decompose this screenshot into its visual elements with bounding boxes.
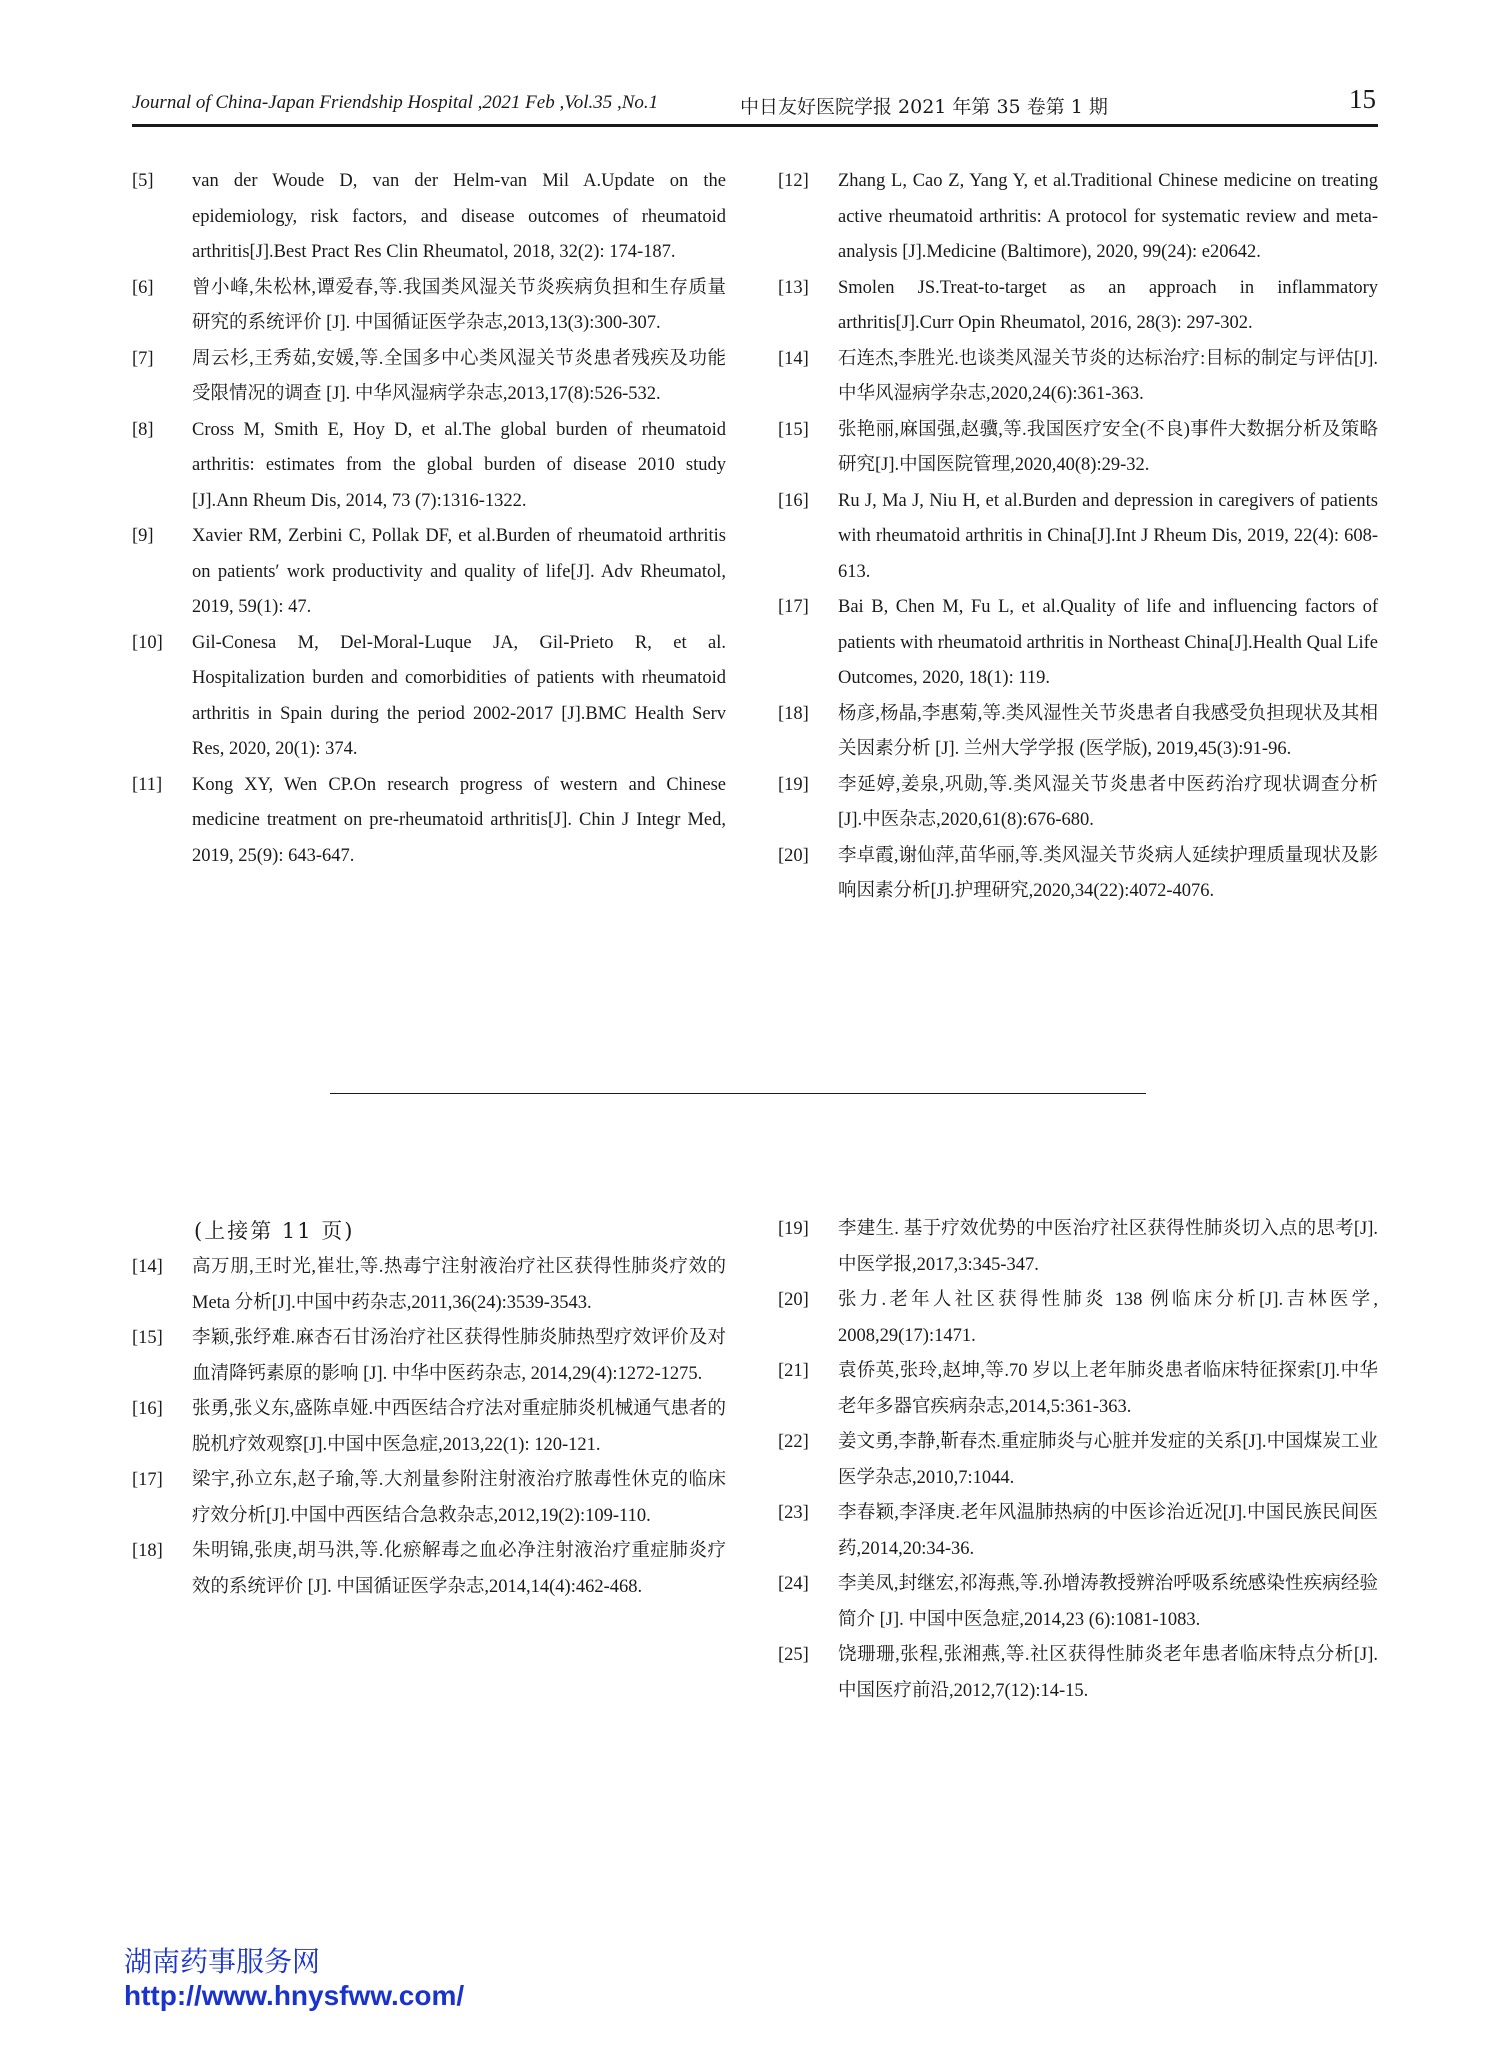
reference-entry bbox=[778, 590, 1378, 697]
reference-entry bbox=[778, 271, 1378, 342]
reference-entry bbox=[778, 1212, 1378, 1283]
reference-entry bbox=[132, 626, 726, 768]
reference-number: [23] bbox=[778, 1503, 809, 1523]
reference-number: [19] bbox=[778, 774, 809, 795]
reference-text: Xavier RM, Zerbini C, Pollak DF, et al.Burden of rheumatoid arthritis on patients′ work productivity and quality of life[J]. Adv Rheumatol, 2019, 59(1): 47. bbox=[192, 526, 726, 617]
reference-number: [18] bbox=[132, 1541, 163, 1561]
reference-number: [6] bbox=[132, 277, 154, 298]
reference-entry bbox=[132, 1534, 726, 1605]
reference-number: [11] bbox=[132, 774, 163, 795]
reference-text: 李美凤,封继宏,祁海燕,等.孙增涛教授辨治呼吸系统感染性疾病经验简介 [J]. 中国中医急症,2014,23 (6):1081-1083. bbox=[838, 1574, 1378, 1630]
journal-title-cn: 中日友好医院学报 2021 年第 35 卷第 1 期 bbox=[740, 96, 1108, 118]
reference-number: [21] bbox=[778, 1361, 809, 1381]
reference-text: 张艳丽,麻国强,赵骥,等.我国医疗安全(不良)事件大数据分析及策略研究[J].中国医院管理,2020,40(8):29-32. bbox=[838, 419, 1378, 475]
references-top-right bbox=[778, 164, 1378, 910]
reference-entry bbox=[132, 768, 726, 875]
references-bottom-right bbox=[778, 1212, 1378, 1709]
reference-text: 朱明锦,张庚,胡马洪,等.化瘀解毒之血必净注射液治疗重症肺炎疗效的系统评价 [J]. 中国循证医学杂志,2014,14(4):462-468. bbox=[192, 1541, 726, 1597]
reference-text: Smolen JS.Treat-to-target as an approach in inflammatory arthritis[J].Curr Opin Rheumatol, 2016, 28(3): 297-302. bbox=[838, 277, 1378, 333]
reference-text: 袁侨英,张玲,赵坤,等.70 岁以上老年肺炎患者临床特征探索[J].中华老年多器官疾病杂志,2014,5:361-363. bbox=[838, 1361, 1378, 1417]
reference-text: 李颖,张纾难.麻杏石甘汤治疗社区获得性肺炎肺热型疗效评价及对血清降钙素原的影响 [J]. 中华中医药杂志, 2014,29(4):1272-1275. bbox=[192, 1328, 726, 1384]
references-bottom-left bbox=[132, 1212, 726, 1605]
reference-text: Cross M, Smith E, Hoy D, et al.The global burden of rheumatoid arthritis: estimates from the global burden of disease 2010 study [J].Ann Rheum Dis, 2014, 73 (7):1316-1322. bbox=[192, 419, 726, 511]
reference-entry bbox=[778, 768, 1378, 839]
watermark-site-name: 湖南药事服务网 bbox=[124, 1945, 321, 1978]
reference-number: [16] bbox=[778, 490, 809, 511]
reference-number: [20] bbox=[778, 845, 809, 866]
reference-entry bbox=[778, 164, 1378, 271]
reference-entry bbox=[132, 1463, 726, 1534]
page-number: 15 bbox=[1349, 84, 1376, 114]
reference-text: 李卓霞,谢仙萍,苗华丽,等.类风湿关节炎病人延续护理质量现状及影响因素分析[J].护理研究,2020,34(22):4072-4076. bbox=[838, 845, 1378, 901]
reference-text: 高万朋,王时光,崔壮,等.热毒宁注射液治疗社区获得性肺炎疗效的 Meta 分析[J].中国中药杂志,2011,36(24):3539-3543. bbox=[192, 1257, 726, 1313]
reference-entry bbox=[778, 697, 1378, 768]
reference-number: [20] bbox=[778, 1290, 809, 1310]
reference-number: [14] bbox=[778, 348, 809, 369]
reference-number: [24] bbox=[778, 1574, 809, 1594]
continued-from-label: (上接第 11 页) bbox=[194, 1219, 355, 1243]
reference-entry bbox=[132, 1321, 726, 1392]
reference-text: Kong XY, Wen CP.On research progress of western and Chinese medicine treatment on pre-rheumatoid arthritis[J]. Chin J Integr Med, 2019, 25(9): 643-647. bbox=[192, 774, 726, 866]
reference-number: [16] bbox=[132, 1399, 163, 1419]
reference-text: 李春颖,李泽庚.老年风温肺热病的中医诊治近况[J].中国民族民间医药,2014,20:34-36. bbox=[838, 1503, 1378, 1559]
reference-entry bbox=[132, 413, 726, 520]
reference-text: Bai B, Chen M, Fu L, et al.Quality of life and influencing factors of patients with rheumatoid arthritis in Northeast China[J].Health Qual Life Outcomes, 2020, 18(1): 119. bbox=[838, 597, 1378, 688]
reference-entry bbox=[778, 484, 1378, 591]
reference-number: [5] bbox=[132, 171, 154, 191]
reference-entry bbox=[132, 164, 726, 271]
reference-text: 张勇,张义东,盛陈卓娅.中西医结合疗法对重症肺炎机械通气患者的脱机疗效观察[J].中国中医急症,2013,22(1): 120-121. bbox=[192, 1399, 726, 1455]
reference-entry bbox=[778, 839, 1378, 910]
reference-entry bbox=[132, 1392, 726, 1463]
reference-entry bbox=[778, 1425, 1378, 1496]
reference-number: [12] bbox=[778, 171, 809, 191]
reference-text: 张力.老年人社区获得性肺炎 138 例临床分析[J].吉林医学, 2008,29(17):1471. bbox=[838, 1290, 1378, 1346]
reference-number: [8] bbox=[132, 419, 154, 440]
reference-entry bbox=[132, 1250, 726, 1321]
reference-number: [9] bbox=[132, 526, 154, 546]
section-divider bbox=[330, 1093, 1146, 1094]
reference-text: 周云杉,王秀茹,安媛,等.全国多中心类风湿关节炎患者残疾及功能受限情况的调查 [J]. 中华风湿病学杂志,2013,17(8):526-532. bbox=[192, 348, 726, 404]
reference-text: 梁宇,孙立东,赵子瑜,等.大剂量参附注射液治疗脓毒性休克的临床疗效分析[J].中国中西医结合急救杂志,2012,19(2):109-110. bbox=[192, 1470, 726, 1526]
references-top-left bbox=[132, 164, 726, 874]
reference-text: 石连杰,李胜光.也谈类风湿关节炎的达标治疗:目标的制定与评估[J].中华风湿病学杂志,2020,24(6):361-363. bbox=[838, 348, 1378, 404]
reference-entry bbox=[778, 1496, 1378, 1567]
reference-entry bbox=[778, 1283, 1378, 1354]
reference-text: Zhang L, Cao Z, Yang Y, et al.Traditional Chinese medicine on treating active rheumatoid arthritis: A protocol for systematic review and meta-analysis [J].Medicine (Baltimore), 2020, 99(24): e20642. bbox=[838, 171, 1378, 262]
reference-text: Gil-Conesa M, Del-Moral-Luque JA, Gil-Prieto R, et al. Hospitalization burden and comorbidities of patients with rheumatoid arthritis in Spain during the period 2002-2017 [J].BMC Health Serv Res, 2020, 20(1): 374. bbox=[192, 632, 726, 759]
reference-number: [17] bbox=[778, 597, 809, 617]
reference-text: Ru J, Ma J, Niu H, et al.Burden and depression in caregivers of patients with rheumatoid arthritis in China[J].Int J Rheum Dis, 2019, 22(4): 608-613. bbox=[838, 490, 1378, 582]
running-header bbox=[132, 78, 1378, 118]
reference-text: 李延婷,姜泉,巩勋,等.类风湿关节炎患者中医药治疗现状调查分析[J].中医杂志,2020,61(8):676-680. bbox=[838, 774, 1378, 830]
reference-number: [14] bbox=[132, 1257, 163, 1277]
reference-text: 姜文勇,李静,靳春杰.重症肺炎与心脏并发症的关系[J].中国煤炭工业医学杂志,2010,7:1044. bbox=[838, 1432, 1378, 1488]
reference-entry bbox=[778, 342, 1378, 413]
watermark-url[interactable]: http://www.hnysfww.com/ bbox=[124, 1980, 465, 2011]
reference-number: [10] bbox=[132, 632, 163, 653]
reference-text: 曾小峰,朱松林,谭爱春,等.我国类风湿关节炎疾病负担和生存质量研究的系统评价 [J]. 中国循证医学杂志,2013,13(3):300-307. bbox=[192, 277, 726, 333]
reference-entry bbox=[132, 271, 726, 342]
reference-number: [25] bbox=[778, 1645, 809, 1665]
reference-number: [19] bbox=[778, 1219, 809, 1239]
reference-entry bbox=[778, 1638, 1378, 1709]
reference-text: 杨彦,杨晶,李惠菊,等.类风湿性关节炎患者自我感受负担现状及其相关因素分析 [J]. 兰州大学学报 (医学版), 2019,45(3):91-96. bbox=[838, 703, 1378, 759]
reference-text: 李建生. 基于疗效优势的中医治疗社区获得性肺炎切入点的思考[J].中医学报,2017,3:345-347. bbox=[838, 1219, 1378, 1275]
reference-number: [18] bbox=[778, 703, 809, 724]
reference-entry bbox=[132, 342, 726, 413]
reference-text: van der Woude D, van der Helm-van Mil A.Update on the epidemiology, risk factors, and disease outcomes of rheumatoid arthritis[J].Best Pract Res Clin Rheumatol, 2018, 32(2): 174-187. bbox=[192, 171, 726, 262]
reference-entry bbox=[778, 413, 1378, 484]
reference-number: [22] bbox=[778, 1432, 809, 1452]
reference-text: 饶珊珊,张程,张湘燕,等.社区获得性肺炎老年患者临床特点分析[J].中国医疗前沿,2012,7(12):14-15. bbox=[838, 1645, 1378, 1701]
reference-number: [17] bbox=[132, 1470, 163, 1490]
journal-title-en: Journal of China-Japan Friendship Hospital ,2021 Feb ,Vol.35 ,No.1 bbox=[132, 92, 659, 113]
references-bottom-left-list bbox=[132, 1250, 726, 1605]
header-rule bbox=[132, 124, 1378, 127]
reference-number: [15] bbox=[778, 419, 809, 440]
site-watermark bbox=[124, 1945, 464, 2013]
reference-entry bbox=[778, 1567, 1378, 1638]
reference-number: [15] bbox=[132, 1328, 163, 1348]
reference-number: [7] bbox=[132, 348, 154, 369]
reference-entry bbox=[132, 519, 726, 626]
reference-number: [13] bbox=[778, 277, 809, 298]
reference-entry bbox=[778, 1354, 1378, 1425]
